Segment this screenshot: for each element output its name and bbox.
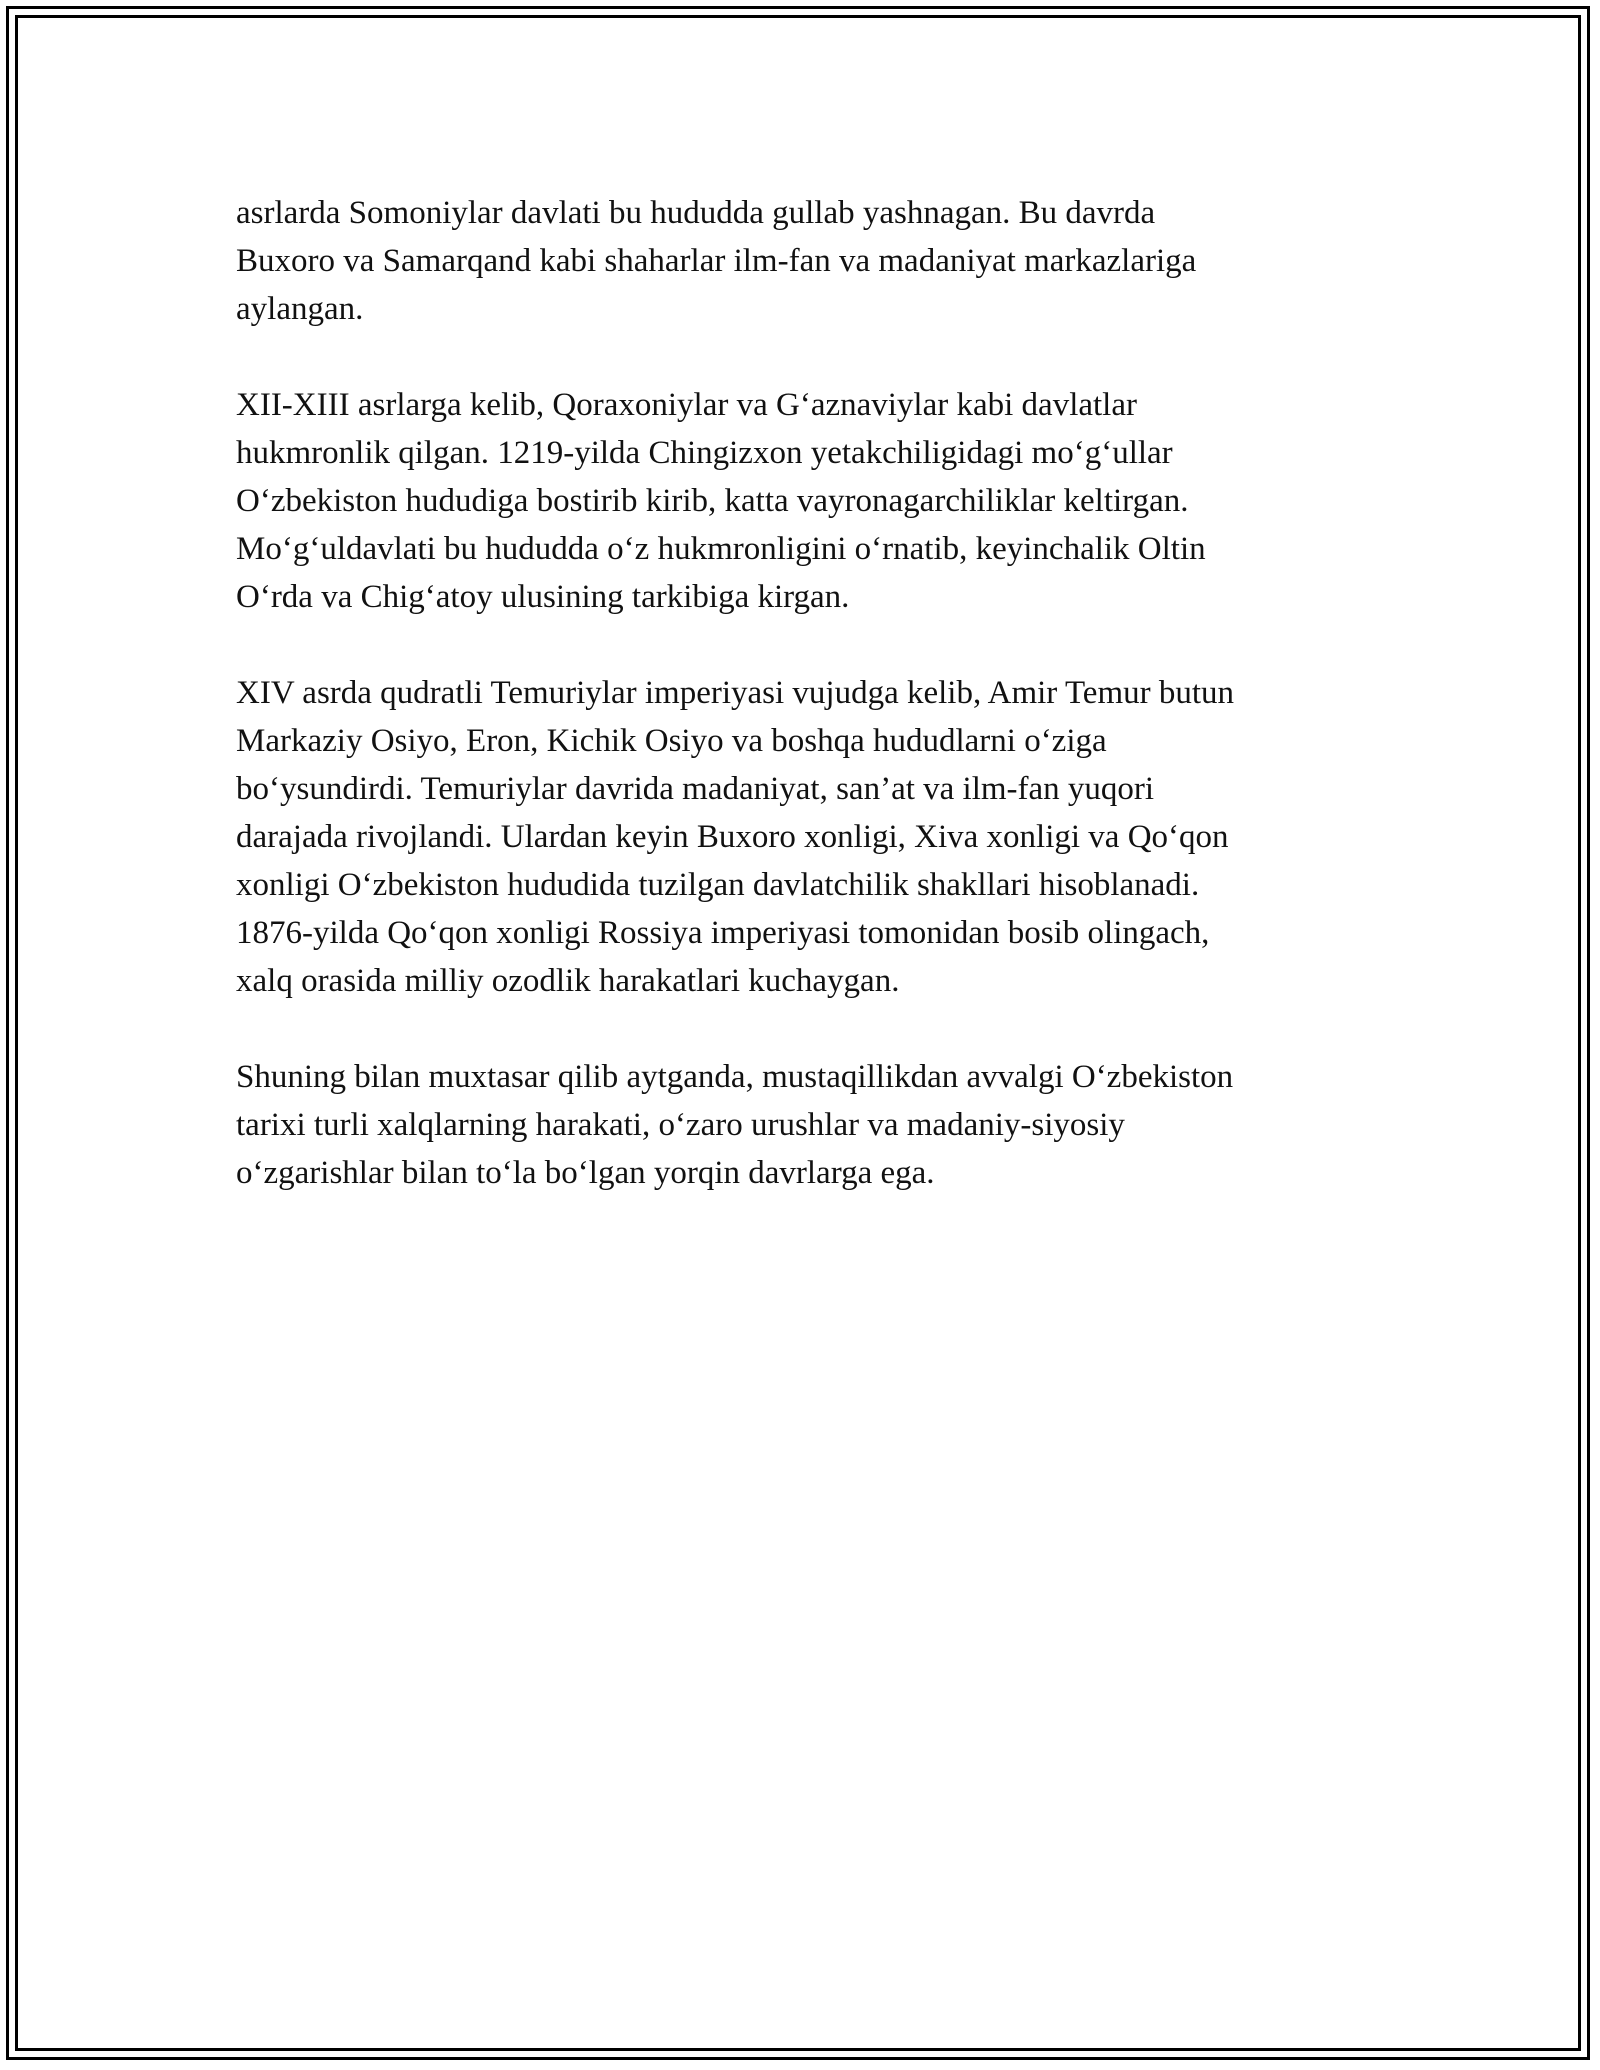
text-line: XII-XIII asrlarga kelib, Qoraxoniylar va G‘aznaviylar kabi davlatlar xyxy=(236,387,1137,423)
text-line: O‘zbekiston hududiga bostirib kirib, katta vayronagarchiliklar keltirgan. xyxy=(236,483,1189,519)
paragraph-somoniylar xyxy=(236,189,1396,333)
text-line: hukmronlik qilgan. 1219-yilda Chingizxon yetakchiligidagi mo‘g‘ullar xyxy=(236,435,1173,471)
text-line: 1876-yilda Qo‘qon xonligi Rossiya imperiyasi tomonidan bosib olingach, xyxy=(236,915,1210,951)
text-line: o‘zgarishlar bilan to‘la bo‘lgan yorqin davrlarga ega. xyxy=(236,1155,935,1191)
text-line: Markaziy Osiyo, Eron, Kichik Osiyo va boshqa hududlarni o‘ziga xyxy=(236,723,1107,759)
paragraph-temuriylar xyxy=(236,669,1396,1005)
text-line: XIV asrda qudratli Temuriylar imperiyasi vujudga kelib, Amir Temur butun xyxy=(236,675,1235,711)
text-line: xalq orasida milliy ozodlik harakatlari kuchaygan. xyxy=(236,963,900,999)
text-line: Buxoro va Samarqand kabi shaharlar ilm-fan va madaniyat markazlariga xyxy=(236,243,1197,279)
text-line: xonligi O‘zbekiston hududida tuzilgan davlatchilik shakllari hisoblanadi. xyxy=(236,867,1200,903)
text-line: Shuning bilan muxtasar qilib aytganda, mustaqillikdan avvalgi O‘zbekiston xyxy=(236,1059,1234,1095)
document-body xyxy=(236,189,1396,1245)
text-line: tarixi turli xalqlarning harakati, o‘zaro urushlar va madaniy-siyosiy xyxy=(236,1107,1125,1143)
text-line: darajada rivojlandi. Ulardan keyin Buxoro xonligi, Xiva xonligi va Qo‘qon xyxy=(236,819,1229,855)
paragraph-xii-xiii xyxy=(236,381,1396,621)
paragraph-conclusion xyxy=(236,1053,1396,1197)
text-line: aylangan. xyxy=(236,291,364,327)
text-line: Mo‘g‘uldavlati bu hududda o‘z hukmronligini o‘rnatib, keyinchalik Oltin xyxy=(236,531,1206,567)
text-line: bo‘ysundirdi. Temuriylar davrida madaniyat, san’at va ilm-fan yuqori xyxy=(236,771,1155,807)
text-line: O‘rda va Chig‘atoy ulusining tarkibiga kirgan. xyxy=(236,579,850,615)
text-line: asrlarda Somoniylar davlati bu hududda gullab yashnagan. Bu davrda xyxy=(236,195,1156,231)
